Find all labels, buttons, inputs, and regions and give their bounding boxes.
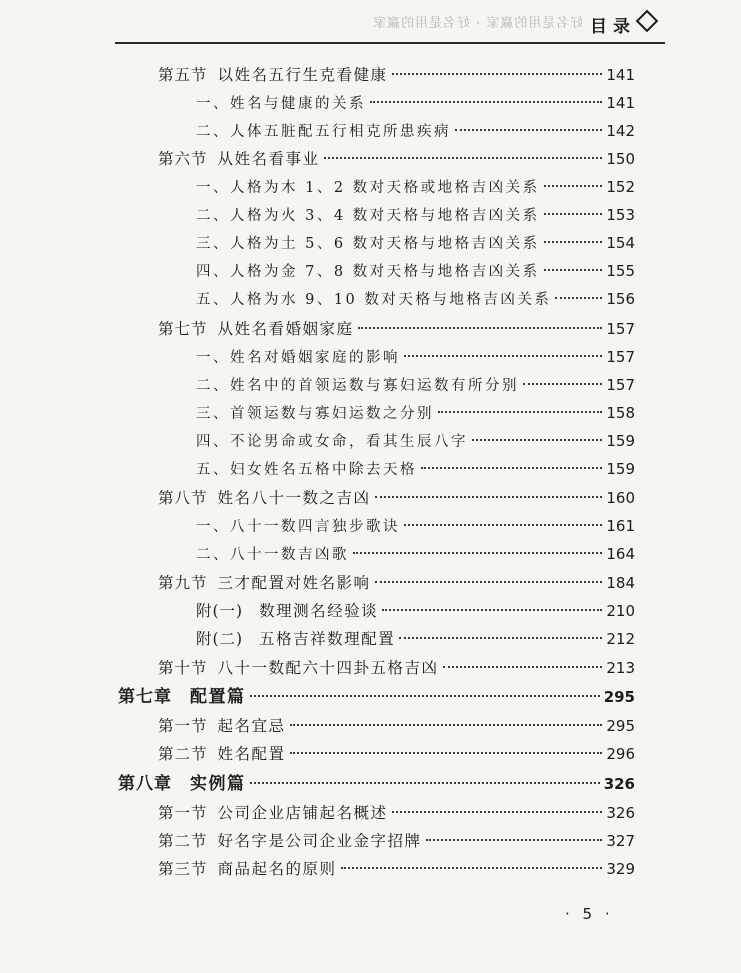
toc-entry-page: 326 [606, 804, 635, 822]
toc-entry-title: 一、八十一数四言独步歌诀 [196, 519, 400, 535]
toc-entry-page: 152 [606, 178, 635, 196]
dot-leader [382, 609, 602, 611]
dot-leader [472, 439, 602, 441]
toc-entry[interactable] [158, 146, 635, 173]
diamond-icon [636, 10, 659, 33]
toc-entry-page: 156 [606, 290, 635, 308]
toc-entry-number: 第二节 [158, 832, 208, 850]
toc-entry-page: 158 [606, 404, 635, 422]
toc-entry-page: 155 [606, 262, 635, 280]
dot-leader [438, 411, 602, 413]
dot-leader [404, 524, 602, 526]
toc-entry-page: 160 [606, 489, 635, 507]
dot-leader [324, 157, 603, 159]
toc-entry[interactable] [196, 230, 635, 257]
dot-leader [250, 782, 600, 784]
toc-entry-page: 161 [606, 517, 635, 535]
toc-entry-title: 二、人格为火 3、4 数对天格与地格吉凶关系 [196, 208, 540, 224]
toc-entry-page: 213 [606, 659, 635, 677]
toc-entry[interactable] [158, 485, 635, 512]
toc-entry-title: 实例篇 [190, 774, 246, 794]
toc-entry[interactable] [196, 258, 635, 285]
toc-entry-number: 附(一) [196, 602, 244, 620]
toc-entry[interactable] [158, 62, 635, 89]
toc-entry-title: 姓名配置 [217, 745, 286, 763]
toc-entry-page: 153 [606, 206, 635, 224]
toc-entry-page: 164 [606, 545, 635, 563]
dot-leader [341, 867, 603, 869]
toc-entry-number: 第九节 [158, 574, 208, 592]
toc-entry-page: 157 [606, 376, 635, 394]
toc-entry-title: 二、八十一数吉凶歌 [196, 547, 349, 563]
toc-entry-title: 以姓名五行生克看健康 [217, 66, 388, 84]
toc-entry-page: 157 [606, 348, 635, 366]
dot-leader [544, 213, 603, 215]
toc-entry-title: 三、人格为土 5、6 数对天格与地格吉凶关系 [196, 236, 540, 252]
toc-entry-page: 150 [606, 150, 635, 168]
toc-entry-page: 159 [606, 460, 635, 478]
toc-entry[interactable] [158, 856, 635, 883]
toc-entry-title: 一、人格为木 1、2 数对天格或地格吉凶关系 [196, 180, 540, 196]
toc-entry[interactable] [196, 541, 635, 568]
toc-entry-number: 第八章 [118, 774, 172, 794]
toc-entry[interactable] [196, 118, 635, 145]
toc-entry-page: 326 [603, 775, 635, 793]
dot-leader [353, 552, 602, 554]
toc-entry[interactable] [196, 286, 635, 313]
dot-leader [555, 297, 602, 299]
toc-entry-number: 第六节 [158, 150, 208, 168]
toc-entry-page: 327 [606, 832, 635, 850]
toc-entry-page: 212 [606, 630, 635, 648]
toc-entry-title: 一、姓名对婚姻家庭的影响 [196, 350, 400, 366]
toc-entry-page: 295 [603, 688, 635, 706]
dot-leader [375, 496, 603, 498]
dot-leader [404, 355, 602, 357]
toc-entry-page: 141 [606, 66, 635, 84]
toc-entry[interactable] [196, 513, 635, 540]
toc-entry-number: 第一节 [158, 717, 208, 735]
toc-entry-page: 154 [606, 234, 635, 252]
toc-entry[interactable] [158, 828, 635, 855]
header-rule [115, 42, 665, 44]
page-header [0, 0, 741, 46]
toc-entry-number: 第八节 [158, 489, 208, 507]
toc-entry[interactable] [158, 713, 635, 740]
toc-entry-number: 第七章 [118, 687, 172, 707]
toc-entry-title: 从姓名看婚姻家庭 [217, 320, 354, 338]
toc-entry-title: 五、人格为水 9、10 数对天格与地格吉凶关系 [196, 292, 552, 308]
toc-entry[interactable] [196, 202, 635, 229]
page-title: 目录 [590, 17, 636, 37]
toc-entry-number: 第二节 [158, 745, 208, 763]
dot-leader [392, 811, 603, 813]
toc-entry-title: 四、人格为金 7、8 数对天格与地格吉凶关系 [196, 264, 540, 280]
toc-entry-page: 296 [606, 745, 635, 763]
dot-leader [290, 752, 603, 754]
toc-entry-number: 第七节 [158, 320, 208, 338]
toc-entry-page: 210 [606, 602, 635, 620]
dot-leader [544, 241, 603, 243]
toc-entry-title: 五、妇女姓名五格中除去天格 [196, 462, 417, 478]
toc-entry-title: 三、首领运数与寡妇运数之分别 [196, 406, 434, 422]
toc-entry[interactable] [196, 598, 635, 625]
toc-entry-page: 295 [606, 717, 635, 735]
toc-entry-number: 第一节 [158, 804, 208, 822]
toc-entry-number: 附(二) [196, 630, 244, 648]
toc-entry-title: 从姓名看事业 [217, 150, 320, 168]
toc-entry[interactable] [158, 741, 635, 768]
toc-entry-title: 二、姓名中的首领运数与寡妇运数有所分别 [196, 378, 519, 394]
toc-entry-title: 姓名八十一数之吉凶 [217, 489, 371, 507]
toc-entry-title: 一、姓名与健康的关系 [196, 96, 366, 112]
toc-entry[interactable] [196, 90, 635, 117]
page-number: · 5 · [565, 905, 614, 923]
toc-entry-title: 二、人体五脏配五行相克所患疾病 [196, 124, 451, 140]
toc-entry-page: 157 [606, 320, 635, 338]
dot-leader [523, 383, 602, 385]
toc-entry-page: 141 [606, 94, 635, 112]
dot-leader [399, 637, 602, 639]
toc-entry[interactable] [158, 570, 635, 597]
dot-leader [370, 101, 602, 103]
toc-entry-page: 159 [606, 432, 635, 450]
dot-leader [443, 666, 603, 668]
toc-entry[interactable] [196, 174, 635, 201]
toc-entry[interactable] [196, 372, 635, 399]
toc-entry-title: 商品起名的原则 [217, 860, 337, 878]
toc-entry-title: 好名字是公司企业金字招牌 [217, 832, 422, 850]
toc-entry-number: 第五节 [158, 66, 208, 84]
toc-entry-title: 数理测名经验谈 [259, 602, 379, 620]
toc-entry-title: 公司企业店铺起名概述 [217, 804, 388, 822]
toc-entry-number: 第十节 [158, 659, 208, 677]
dot-leader [250, 695, 600, 697]
toc-entry-page: 329 [606, 860, 635, 878]
toc-entry[interactable] [196, 626, 635, 653]
dot-leader [392, 73, 603, 75]
dot-leader [544, 185, 603, 187]
toc-entry-title: 配置篇 [190, 687, 246, 707]
toc-entry[interactable] [158, 800, 635, 827]
toc-entry-title: 四、不论男命或女命，看其生辰八字 [196, 434, 468, 450]
toc-entry-title: 五格吉祥数理配置 [259, 630, 396, 648]
toc-entry-title: 八十一数配六十四卦五格吉凶 [217, 659, 439, 677]
toc-entry-number: 第三节 [158, 860, 208, 878]
toc-entry[interactable] [158, 655, 635, 682]
toc-entry[interactable] [158, 316, 635, 343]
toc-entry[interactable] [196, 344, 635, 371]
toc-chapter[interactable] [118, 771, 635, 798]
dot-leader [455, 129, 602, 131]
toc-entry[interactable] [196, 456, 635, 483]
dot-leader [375, 581, 603, 583]
toc-chapter[interactable] [118, 684, 635, 711]
dot-leader [290, 724, 603, 726]
toc-entry-page: 142 [606, 122, 635, 140]
dot-leader [421, 467, 602, 469]
dot-leader [426, 839, 603, 841]
bleed-through-text: 好名是用的赢家 · 好名是用的赢家 [372, 16, 584, 31]
toc-entry[interactable] [196, 428, 635, 455]
toc-entry-title: 三才配置对姓名影响 [217, 574, 371, 592]
toc-entry-title: 起名宜忌 [217, 717, 286, 735]
toc-entry[interactable] [196, 400, 635, 427]
dot-leader [544, 269, 603, 271]
dot-leader [358, 327, 603, 329]
toc-entry-page: 184 [606, 574, 635, 592]
